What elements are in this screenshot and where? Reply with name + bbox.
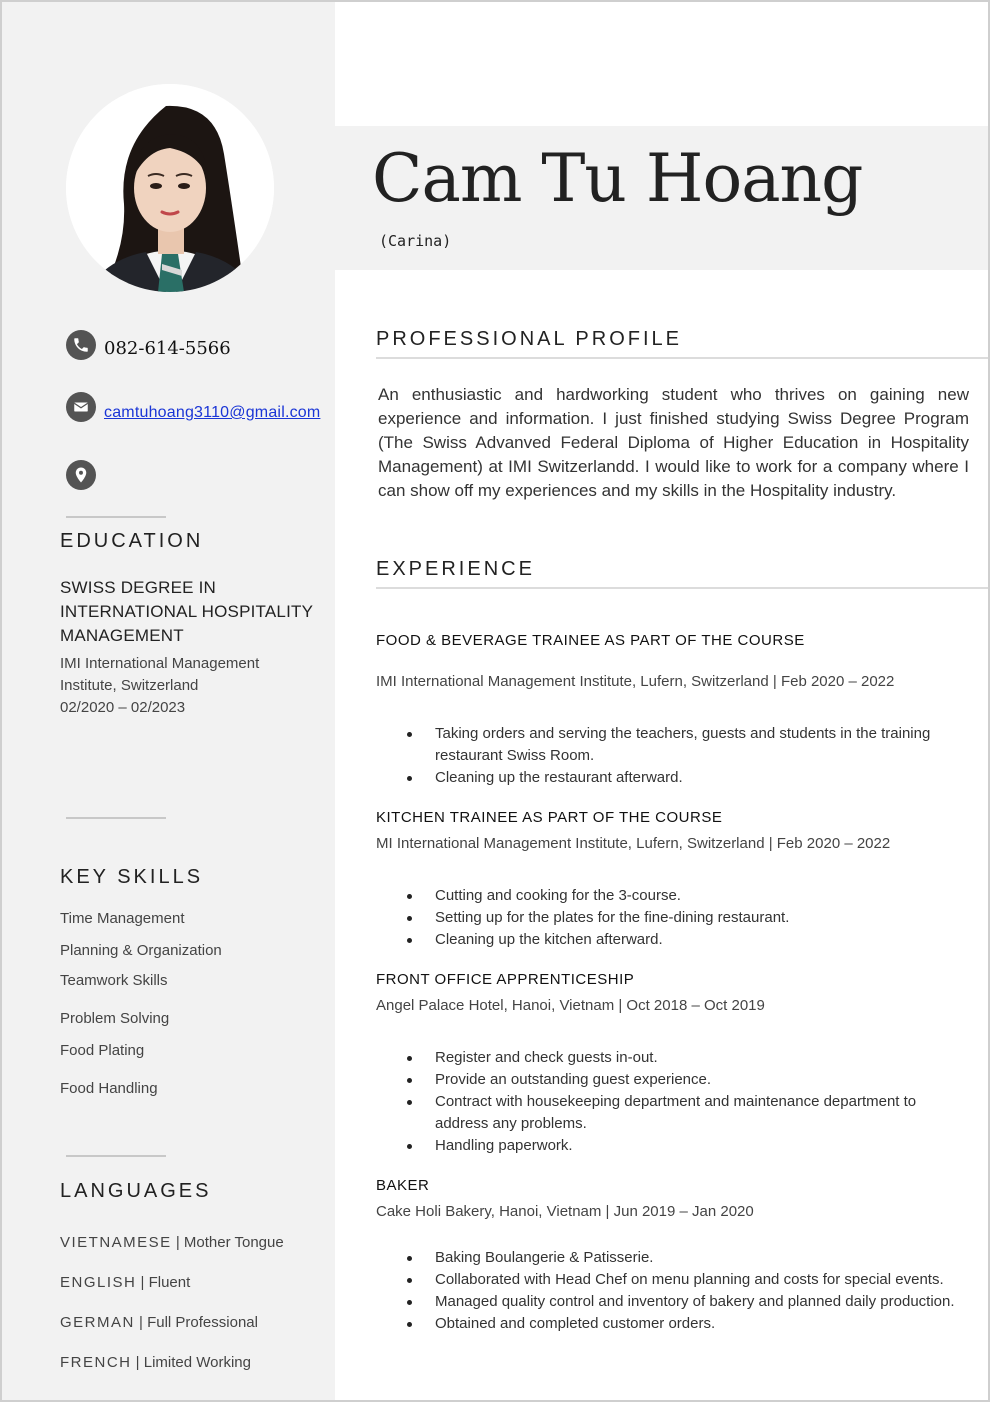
portrait-illustration (66, 84, 274, 292)
list-item: Obtained and completed customer orders. (376, 1313, 966, 1335)
sidebar (2, 2, 335, 1402)
skill-item: Problem Solving (60, 1010, 170, 1027)
education-heading: EDUCATION (60, 530, 204, 552)
language-name: ENGLISH (60, 1274, 137, 1291)
job-bullets (376, 885, 966, 951)
phone-number: 082-614-5566 (104, 338, 231, 359)
list-item: Cleaning up the kitchen afterward. (376, 929, 966, 951)
divider (66, 817, 166, 819)
language-level: | Full Professional (134, 1314, 258, 1331)
skill-item: Planning & Organization (60, 942, 222, 959)
list-item: Provide an outstanding guest experience. (376, 1069, 966, 1091)
email-link[interactable]: camtuhoang3110@gmail.com (104, 404, 321, 421)
envelope-icon (66, 392, 96, 422)
list-item: Contract with housekeeping department and maintenance department to address any problems. (376, 1091, 966, 1135)
list-item: Cleaning up the restaurant afterward. (376, 767, 966, 789)
phone-icon (66, 330, 96, 360)
education-degree: SWISS DEGREE IN INTERNATIONAL HOSPITALITY MANAGEMENT (60, 578, 313, 645)
job-title: FOOD & BEVERAGE TRAINEE AS PART OF THE COURSE (376, 632, 805, 649)
list-item: Taking orders and serving the teachers, guests and students in the training restaurant Swiss Room. (376, 723, 966, 767)
language-item (60, 1274, 190, 1291)
job-title: FRONT OFFICE APPRENTICESHIP (376, 971, 635, 988)
job-bullets (376, 1247, 966, 1335)
profile-heading: PROFESSIONAL PROFILE (376, 328, 682, 350)
list-item: Cutting and cooking for the 3-course. (376, 885, 966, 907)
divider (66, 1155, 166, 1157)
skill-item: Time Management (60, 910, 185, 927)
job-meta: MI International Management Institute, Lufern, Switzerland | Feb 2020 – 2022 (376, 835, 891, 852)
experience-heading: EXPERIENCE (376, 558, 535, 580)
list-item: Register and check guests in-out. (376, 1047, 966, 1069)
list-item: Baking Boulangerie & Patisserie. (376, 1247, 966, 1269)
section-rule (376, 587, 990, 589)
skills-heading: KEY SKILLS (60, 866, 204, 888)
full-name: Cam Tu Hoang (372, 140, 863, 217)
list-item: Managed quality control and inventory of bakery and planned daily production. (376, 1291, 966, 1313)
language-level: | Limited Working (131, 1354, 251, 1371)
job-title: BAKER (376, 1177, 430, 1194)
skill-item: Food Plating (60, 1042, 145, 1059)
education-dates: 02/2020 – 02/2023 (60, 699, 186, 716)
job-meta: IMI International Management Institute, Lufern, Switzerland | Feb 2020 – 2022 (376, 673, 895, 690)
map-pin-icon (66, 460, 96, 490)
skill-item: Food Handling (60, 1080, 158, 1097)
section-rule (376, 357, 990, 359)
language-item (60, 1234, 284, 1251)
nickname: (Carina) (379, 232, 452, 250)
profile-summary: An enthusiastic and hardworking student who thrives on gaining new experience and information. I just finished studying Swiss Degree Program (The Swiss Advanved Federal Diploma of Higher Education in Hospitality Management) at IMI Switzerlandd. I would like to work for a company where I can show off my experiences and my skills in the Hospitality industry. (378, 385, 969, 500)
divider (66, 516, 166, 518)
language-name: GERMAN (60, 1314, 135, 1331)
language-item (60, 1314, 258, 1331)
languages-heading: LANGUAGES (60, 1180, 212, 1202)
education-school: IMI International Management Institute, Switzerland (60, 655, 260, 694)
language-level: | Fluent (136, 1274, 191, 1291)
job-meta: Angel Palace Hotel, Hanoi, Vietnam | Oct 2018 – Oct 2019 (376, 997, 765, 1014)
language-level: | Mother Tongue (171, 1234, 284, 1251)
job-meta: Cake Holi Bakery, Hanoi, Vietnam | Jun 2019 – Jan 2020 (376, 1203, 754, 1220)
language-name: VIETNAMESE (60, 1234, 172, 1251)
job-bullets (376, 1047, 966, 1157)
job-title: KITCHEN TRAINEE AS PART OF THE COURSE (376, 809, 723, 826)
list-item: Setting up for the plates for the fine-dining restaurant. (376, 907, 966, 929)
skill-item: Teamwork Skills (60, 972, 168, 989)
profile-photo (66, 84, 274, 292)
list-item: Handling paperwork. (376, 1135, 966, 1157)
language-item (60, 1354, 251, 1371)
job-bullets (376, 723, 966, 789)
list-item: Collaborated with Head Chef on menu planning and costs for special events. (376, 1269, 966, 1291)
language-name: FRENCH (60, 1354, 132, 1371)
